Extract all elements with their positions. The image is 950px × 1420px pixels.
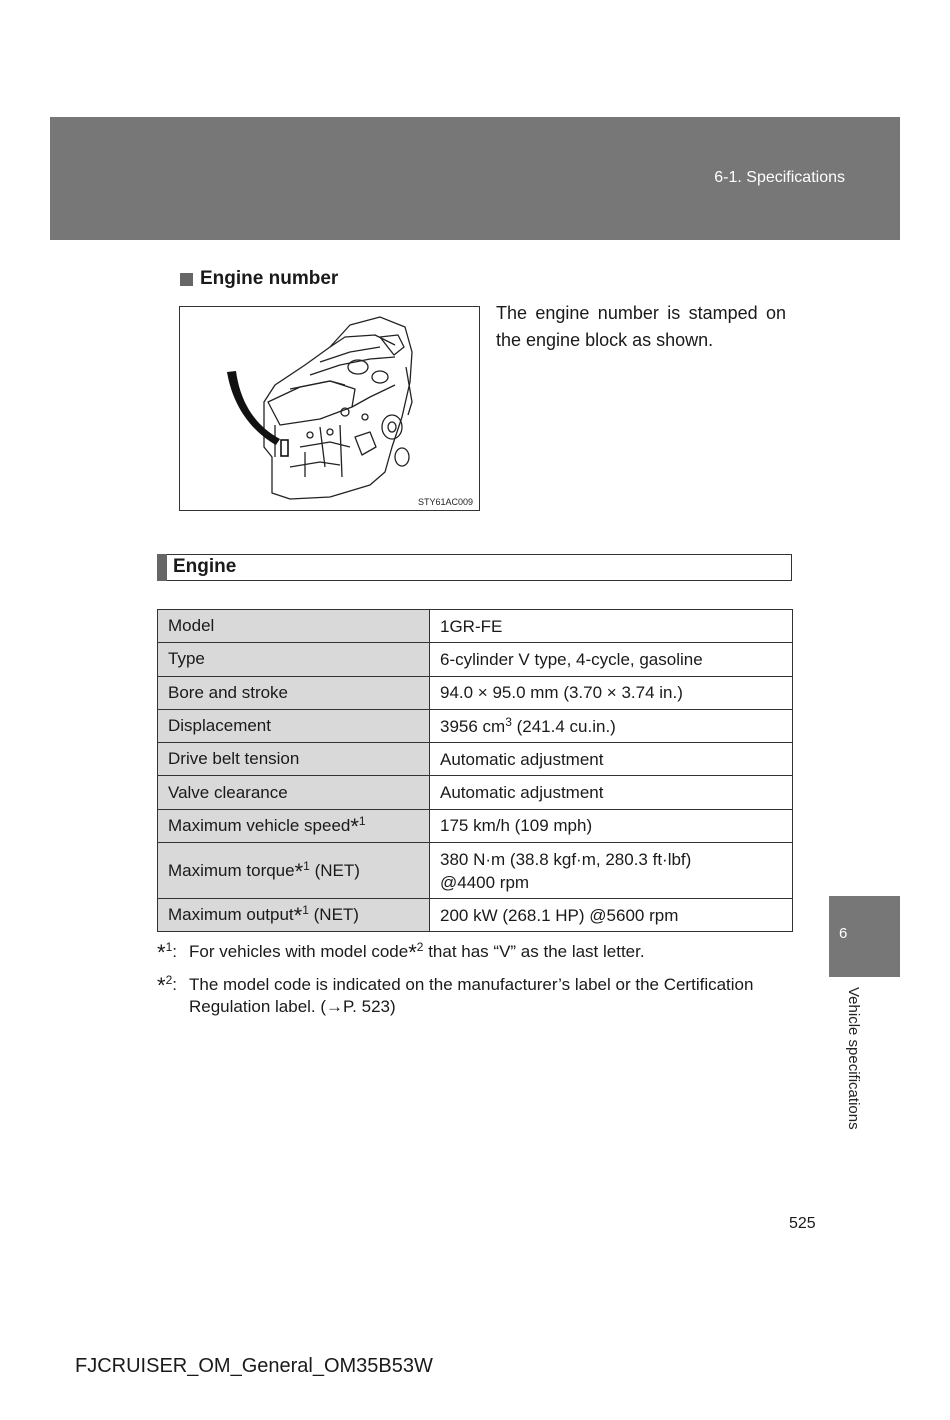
footnote-2 [157, 974, 797, 1020]
engine-number-location [281, 440, 288, 456]
footnote-mark: * [294, 858, 304, 884]
engine-section-title: Engine [173, 556, 237, 577]
footnote-marker: *$^2$: [157, 973, 177, 998]
footnote-text: For vehicles with model code*$^2$ that has “V” as the last letter. [189, 940, 645, 965]
value-line: 380 N·m (38.8 kgf·m, 280.3 ft·lbf) [440, 849, 692, 869]
engine-illustration [179, 306, 480, 511]
document-id: FJCRUISER_OM_General_OM35B53W [75, 1355, 433, 1377]
value-text: 3956 cm [440, 716, 506, 736]
footnote-marker: *$^1$: [157, 940, 177, 965]
value-line: @4400 rpm [440, 872, 530, 892]
figure-code: STY61AC009 [417, 497, 473, 507]
chapter-label: Vehicle specifications [845, 987, 862, 1130]
pointer-arrow-icon [227, 371, 280, 445]
engine-number-heading [180, 268, 338, 290]
row-value: Automatic adjustment [430, 743, 793, 776]
footnote-1 [157, 941, 797, 965]
value-text: (241.4 cu.in.) [511, 716, 616, 736]
row-value: 175 km/h (109 mph) [430, 809, 793, 842]
row-label: Drive belt tension [158, 743, 430, 776]
table-row [158, 843, 793, 899]
engine-number-heading-text: Engine number [200, 268, 339, 289]
superscript: 1 [303, 858, 310, 873]
table-row [158, 643, 793, 676]
section-bar-accent [157, 554, 167, 581]
page-number: 525 [789, 1215, 816, 1232]
footnote-mark: * [350, 813, 359, 839]
engine-drawing [180, 307, 480, 511]
label-text: Maximum vehicle speed [168, 815, 351, 835]
header-band [50, 117, 900, 240]
superscript: 1 [302, 903, 309, 918]
row-label: Displacement [158, 709, 430, 742]
superscript: 1 [358, 813, 366, 828]
table-row [158, 809, 793, 842]
row-value: 94.0 × 95.0 mm (3.70 × 3.74 in.) [430, 676, 793, 709]
row-label [158, 843, 430, 899]
footnote-mark: * [293, 903, 303, 929]
row-label [158, 899, 430, 932]
row-value [430, 709, 793, 742]
engine-spec-table [157, 609, 793, 932]
table-row [158, 709, 793, 742]
square-bullet-icon [180, 273, 193, 286]
row-value: 200 kW (268.1 HP) @5600 rpm [430, 899, 793, 932]
row-value: Automatic adjustment [430, 776, 793, 809]
row-value: 1GR-FE [430, 610, 793, 643]
table-row [158, 676, 793, 709]
engine-section-bar [157, 554, 792, 581]
label-text: Maximum torque [168, 860, 295, 880]
row-label [158, 809, 430, 842]
table-row [158, 743, 793, 776]
engine-number-caption: The engine number is stamped on the engine block as shown. [496, 303, 786, 350]
row-value [430, 843, 793, 899]
label-text: Maximum output [168, 905, 294, 925]
footnote-text: The model code is indicated on the manufacturer’s label or the Certification Regulation label. (→P. 523) [189, 975, 754, 1016]
row-value: 6-cylinder V type, 4-cycle, gasoline [430, 643, 793, 676]
row-label: Bore and stroke [158, 676, 430, 709]
label-text: (NET) [308, 905, 359, 925]
chapter-tab [829, 896, 900, 977]
table-row [158, 899, 793, 932]
label-text: (NET) [309, 860, 360, 880]
row-label: Type [158, 643, 430, 676]
row-label: Valve clearance [158, 776, 430, 809]
table-row [158, 610, 793, 643]
superscript: 3 [505, 714, 512, 729]
table-row [158, 776, 793, 809]
section-title: 6-1. Specifications [714, 169, 845, 186]
row-label: Model [158, 610, 430, 643]
chapter-number: 6 [839, 925, 848, 942]
